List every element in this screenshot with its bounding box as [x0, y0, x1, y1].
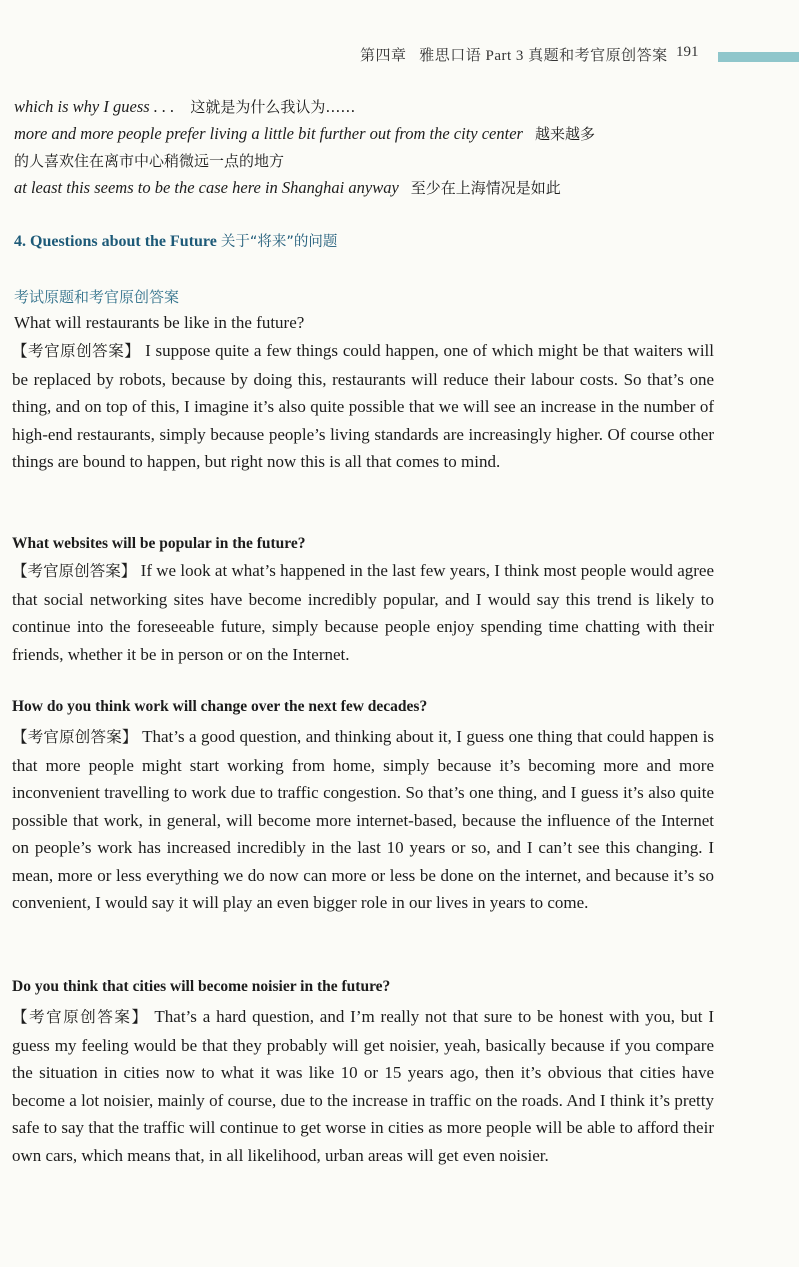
question-2: What websites will be popular in the future? — [12, 535, 306, 552]
question-3: How do you think work will change over the next few decades? — [12, 698, 428, 715]
answer-tag: 【考官原创答案】 — [12, 1008, 149, 1026]
phrase-line-1 — [14, 96, 714, 117]
answer-tag: 【考官原创答案】 — [12, 342, 141, 360]
section-title-en: Questions about the Future — [30, 233, 217, 250]
running-header — [340, 42, 799, 70]
section-title-cn: 关于“将来”的问题 — [220, 234, 338, 250]
page-number: 191 — [676, 44, 699, 60]
header-title — [360, 44, 668, 65]
header-accent-bar — [718, 52, 799, 62]
chapter-label: 第四章 — [360, 48, 407, 64]
answer-2 — [12, 557, 714, 668]
section-number: 4. — [14, 233, 26, 250]
question-1: What will restaurants be like in the future? — [14, 313, 305, 332]
phrase-cn: 这就是为什么我认为…… — [190, 98, 356, 116]
phrase-line-2 — [14, 123, 714, 144]
answer-tag: 【考官原创答案】 — [12, 728, 138, 746]
chapter-title: 雅思口语 Part 3 真题和考官原创答案 — [419, 48, 668, 64]
answer-text: If we look at what’s happened in the last few years, I think most people would agree that social networking sites have become incredibly popular, and I would say this trend is likely to continue into the foreseeable future, simply because people enjoy spending time chatting with their friends, whether it be in person or on the Internet. — [12, 561, 714, 664]
phrase-en: which is why I guess . . . — [14, 97, 175, 116]
phrase-cn: 至少在上海情况是如此 — [410, 179, 561, 197]
phrase-line-3 — [14, 177, 714, 198]
answer-1 — [12, 337, 714, 476]
phrase-cn: 的人喜欢住在离市中心稍微远一点的地方 — [14, 152, 285, 170]
phrase-cn: 越来越多 — [534, 125, 595, 143]
question-4: Do you think that cities will become noisier in the future? — [12, 978, 391, 995]
phrase-en: more and more people prefer living a little bit further out from the city center — [14, 124, 523, 143]
subheading: 考试原题和考官原创答案 — [14, 288, 180, 306]
phrase-line-2-cont — [14, 150, 714, 171]
answer-text: That’s a hard question, and I’m really not that sure to be honest with you, but I guess my feeling would be that they probably will get noisier, yeah, basically because if you compare the situation in cities now to what it was like 10 or 15 years ago, then it’s obvious that cities have become a lot noisier, mainly of course, due to the increase in traffic on the roads. And I think it’s pretty safe to say that the traffic will continue to get worse in cities as more people will be able to afford their own cars, which means that, in all likelihood, urban areas will get even noisier. — [12, 1007, 714, 1165]
answer-4 — [12, 1003, 714, 1169]
answer-tag: 【考官原创答案】 — [12, 562, 137, 580]
answer-text: I suppose quite a few things could happen, one of which might be that waiters will be replaced by robots, because by doing this, restaurants will reduce their labour costs. So that’s one thing, and on top of this, I imagine it’s also quite possible that we will see an increase in the number of high-end restaurants, simply because people’s living standards are increasingly higher. Of course other things are bound to happen, but right now this is all that comes to mind. — [12, 341, 714, 471]
answer-text: That’s a good question, and thinking about it, I guess one thing that could happen is that more people might start working from home, simply because it’s becoming more and more inconvenient travelling to work due to traffic congestion. So that’s one thing, and I guess it’s also quite possible that work, in general, will become more internet-based, because the influence of the Internet on people’s work has increased incredibly in the last 10 years or so, and I can’t see this changing. I mean, more or less everything we do now can more or less be done on the internet, and because it’s so convenient, I would say it will play an even bigger role in our lives in years to come. — [12, 727, 714, 912]
answer-3 — [12, 723, 714, 917]
section-heading — [14, 230, 337, 251]
phrase-en: at least this seems to be the case here in Shanghai anyway — [14, 178, 399, 197]
